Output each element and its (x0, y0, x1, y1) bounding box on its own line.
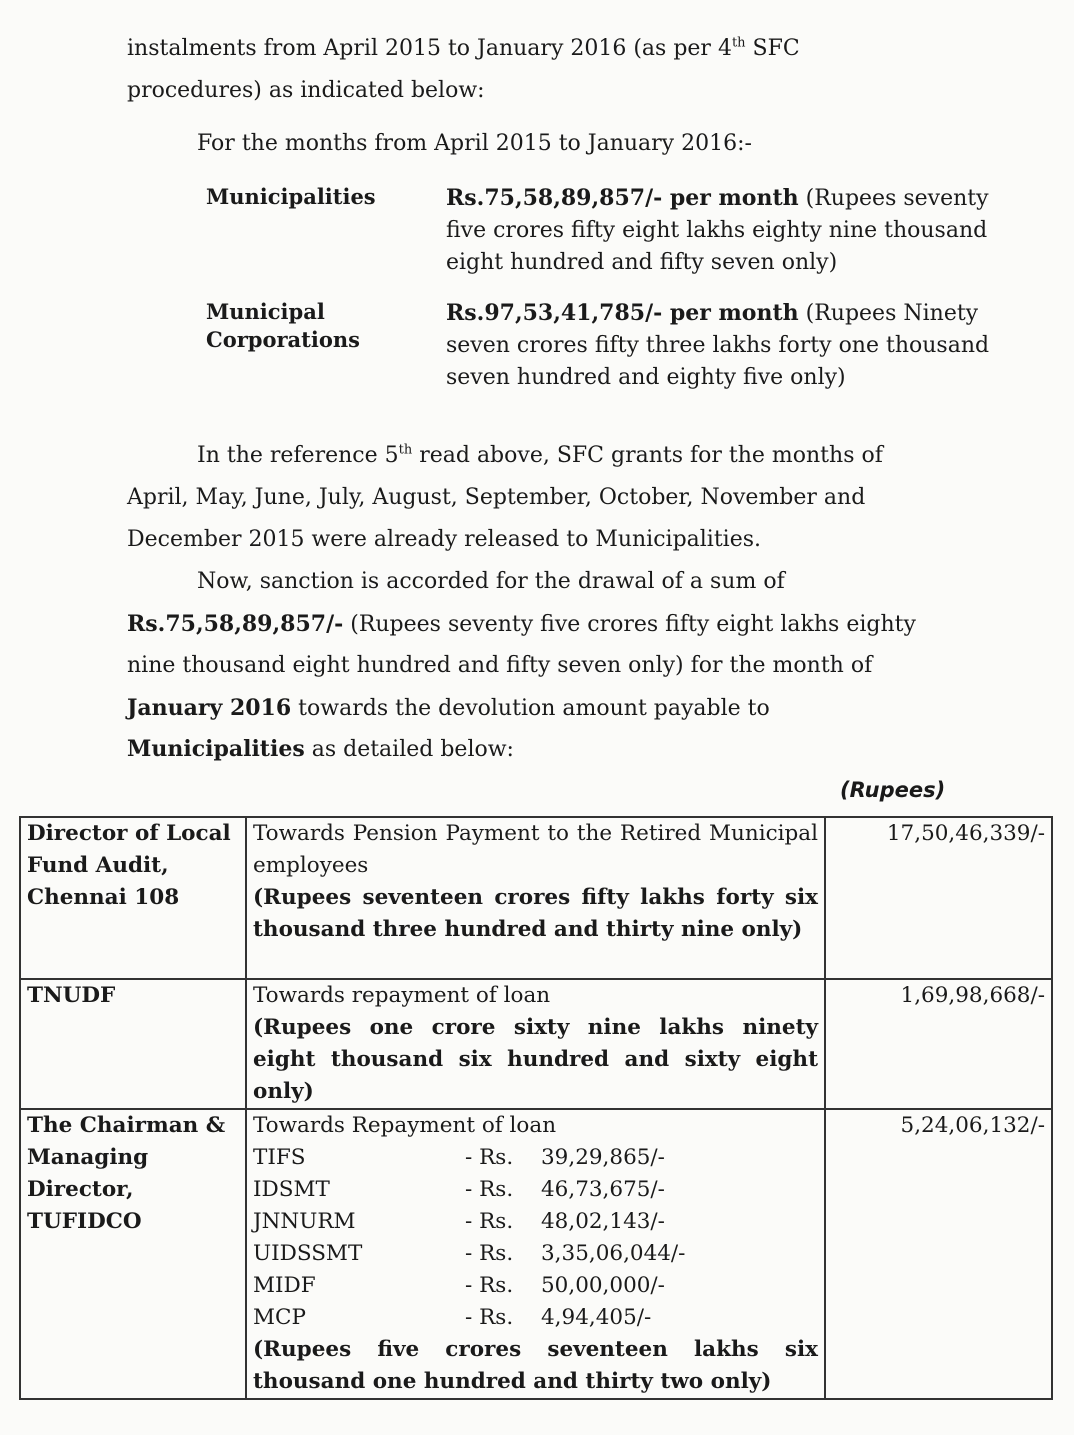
intro-line-1-text: instalments from April 2015 to January 2016 (as per 4 (127, 36, 732, 61)
amount-in-words: (Rupees one crore sixty nine lakhs ninety eight thousand six hundred and sixty eight only) (253, 1015, 818, 1104)
purpose-cell (246, 817, 825, 979)
amount-cell: 1,69,98,668/- (825, 979, 1052, 1109)
amount-cell: 17,50,46,339/- (825, 817, 1052, 979)
rupees-label: (Rupees) (840, 778, 946, 802)
loan-breakdown (253, 1142, 818, 1334)
scheme-amount: 4,94,405/- (541, 1305, 652, 1330)
scheme-name: IDSMT (253, 1177, 330, 1202)
allocation-corporations (446, 297, 1006, 394)
allocation-term-corporations: Municipal Corporations (206, 299, 360, 352)
payee-cell: The Chairman & Managing Director, TUFIDCO (20, 1109, 246, 1399)
scheme-amount: 46,73,675/- (541, 1177, 665, 1202)
sanction-line-4 (127, 697, 939, 720)
sanction-line-2 (127, 613, 939, 636)
scheme-prefix: - Rs. (465, 1209, 514, 1234)
superscript-th: th (398, 442, 413, 458)
scheme-amount: 3,35,06,044/- (541, 1241, 686, 1266)
scheme-prefix: - Rs. (465, 1145, 514, 1170)
allocation-words: (Rupees seventy five crores fifty eight lakhs eighty nine thousand eight hundred and fifty seven only) (446, 186, 989, 275)
amount-cell: 5,24,06,132/- (825, 1109, 1052, 1399)
scheme-amount: 39,29,865/- (541, 1145, 665, 1170)
scheme-prefix: - Rs. (465, 1241, 514, 1266)
intro-line-1-end: SFC (745, 36, 800, 61)
purpose-text: Towards Repayment of loan (253, 1113, 557, 1138)
reference-line-1-end: read above, SFC grants for the months of (412, 443, 883, 468)
superscript-th: th (731, 35, 746, 51)
sanction-line-5 (127, 738, 514, 761)
sanction-month: January 2016 (127, 695, 292, 721)
sanction-amount: Rs.75,58,89,857/- (127, 611, 344, 637)
scheme-amount: 48,02,143/- (541, 1209, 665, 1234)
scheme-name: MCP (253, 1305, 306, 1330)
purpose-cell (246, 979, 825, 1109)
table-row (20, 817, 1052, 979)
allocation-words: (Rupees Ninety seven crores fifty three lakhs forty one thousand seven hundred and eighty five only) (446, 301, 990, 390)
reference-line-2: April, May, June, July, August, September, October, November and (127, 485, 866, 510)
sanction-line-5-text: as detailed below: (304, 737, 514, 762)
reference-line-1-text: In the reference 5 (197, 443, 399, 468)
sanction-line-2-text: (Rupees seventy five crores fifty eight lakhs eighty (343, 612, 916, 637)
table-row (20, 979, 1052, 1109)
scheme-prefix: - Rs. (465, 1177, 514, 1202)
allocation-term-municipalities: Municipalities (206, 184, 376, 209)
months-line: For the months from April 2015 to January 2016:- (197, 131, 752, 156)
scheme-prefix: - Rs. (465, 1305, 514, 1330)
purpose-text: Towards repayment of loan (253, 983, 551, 1008)
sanction-line-1: Now, sanction is accorded for the drawal of a sum of (197, 569, 785, 594)
scheme-prefix: - Rs. (465, 1273, 514, 1298)
scheme-name: MIDF (253, 1273, 316, 1298)
reference-line-1 (197, 442, 939, 468)
sanction-line-3: nine thousand eight hundred and fifty seven only) for the month of (127, 653, 873, 678)
allocation-amount: Rs.75,58,89,857/- per month (446, 185, 799, 211)
scheme-name: TIFS (253, 1145, 306, 1170)
amount-in-words: (Rupees seventeen crores fifty lakhs forty six thousand three hundred and thirty nine only) (253, 885, 818, 942)
intro-line-1 (127, 35, 939, 61)
grant-table (19, 816, 1053, 1400)
scheme-name: UIDSSMT (253, 1241, 363, 1266)
payee-cell: Director of Local Fund Audit, Chennai 108 (20, 817, 246, 979)
amount-in-words: (Rupees five crores seventeen lakhs six thousand one hundred and thirty two only) (253, 1337, 818, 1394)
sanction-recipient: Municipalities (127, 736, 305, 762)
allocation-municipalities (446, 182, 1006, 279)
purpose-text: Towards Pension Payment to the Retired Municipal employees (253, 821, 818, 878)
reference-line-3: December 2015 were already released to Municipalities. (127, 527, 762, 552)
scheme-amount: 50,00,000/- (541, 1273, 665, 1298)
table-row (20, 1109, 1052, 1399)
payee-cell: TNUDF (20, 979, 246, 1109)
intro-line-2: procedures) as indicated below: (127, 78, 485, 103)
sanction-line-4-text: towards the devolution amount payable to (291, 696, 770, 721)
allocation-amount: Rs.97,53,41,785/- per month (446, 300, 799, 326)
scheme-name: JNNURM (253, 1209, 356, 1234)
purpose-cell (246, 1109, 825, 1399)
